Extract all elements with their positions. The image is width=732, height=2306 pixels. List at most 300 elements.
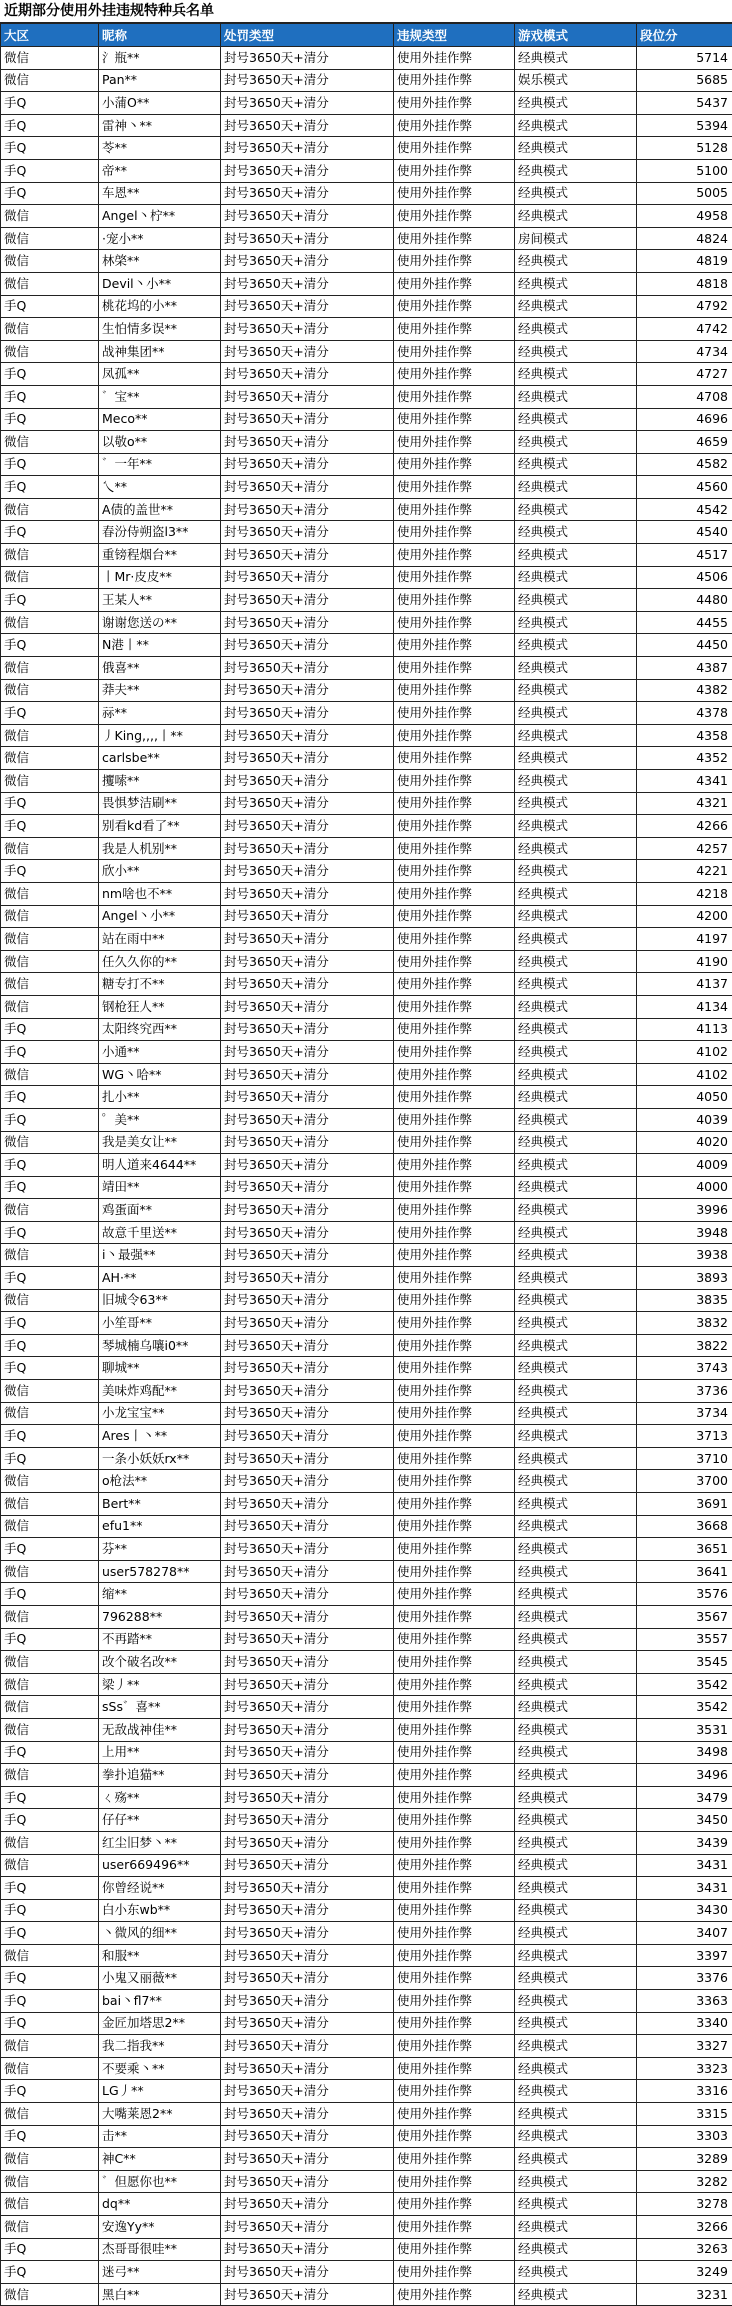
cell-mode: 经典模式 [515,1899,637,1922]
cell-penalty: 封号3650天+清分 [221,2148,394,2171]
cell-violation: 使用外挂作弊 [394,950,515,973]
cell-score: 3263 [637,2238,732,2261]
cell-region: 微信 [1,566,99,589]
table-row [1,1877,732,1900]
table-row [1,205,732,228]
cell-score: 4218 [637,882,732,905]
cell-penalty: 封号3650天+清分 [221,1493,394,1516]
cell-region: 手Q [1,1176,99,1199]
cell-nickname: 我二指我** [99,2035,221,2058]
cell-penalty: 封号3650天+清分 [221,92,394,115]
cell-nickname: 我是人机别** [99,837,221,860]
cell-nickname: 黑白** [99,2283,221,2306]
table-row [1,724,732,747]
table-row [1,1086,732,1109]
cell-mode: 经典模式 [515,1651,637,1674]
cell-nickname: 钢枪狂人** [99,995,221,1018]
cell-region: 手Q [1,2012,99,2035]
cell-region: 微信 [1,928,99,951]
cell-penalty: 封号3650天+清分 [221,1447,394,1470]
cell-nickname: 一条小妖妖rx** [99,1447,221,1470]
cell-penalty: 封号3650天+清分 [221,2057,394,2080]
cell-violation: 使用外挂作弊 [394,1063,515,1086]
cell-mode: 经典模式 [515,1831,637,1854]
cell-penalty: 封号3650天+清分 [221,1221,394,1244]
cell-score: 3363 [637,1990,732,2013]
cell-mode: 经典模式 [515,634,637,657]
cell-mode: 经典模式 [515,1244,637,1267]
cell-penalty: 封号3650天+清分 [221,882,394,905]
cell-mode: 经典模式 [515,1154,637,1177]
cell-region: 微信 [1,1718,99,1741]
cell-nickname: 缩** [99,1583,221,1606]
header-mode: 游戏模式 [515,24,637,47]
cell-region: 手Q [1,1741,99,1764]
cell-violation: 使用外挂作弊 [394,1470,515,1493]
cell-mode: 经典模式 [515,1809,637,1832]
table-row [1,1764,732,1787]
cell-violation: 使用外挂作弊 [394,1877,515,1900]
cell-mode: 经典模式 [515,792,637,815]
cell-penalty: 封号3650天+清分 [221,1402,394,1425]
cell-penalty: 封号3650天+清分 [221,1560,394,1583]
cell-score: 3479 [637,1786,732,1809]
cell-violation: 使用外挂作弊 [394,205,515,228]
cell-nickname: carlsbe** [99,747,221,770]
table-row [1,1922,732,1945]
table-row [1,1289,732,1312]
cell-nickname: 大嘴莱恩2** [99,2103,221,2126]
cell-penalty: 封号3650天+清分 [221,634,394,657]
cell-region: 手Q [1,182,99,205]
table-row [1,476,732,499]
cell-mode: 经典模式 [515,1854,637,1877]
cell-penalty: 封号3650天+清分 [221,928,394,951]
cell-violation: 使用外挂作弊 [394,1831,515,1854]
cell-mode: 经典模式 [515,1605,637,1628]
cell-nickname: 琴城楠乌嚷i0** [99,1334,221,1357]
cell-violation: 使用外挂作弊 [394,634,515,657]
cell-nickname: ゜美** [99,1108,221,1131]
cell-mode: 经典模式 [515,1267,637,1290]
cell-region: 微信 [1,1289,99,1312]
cell-region: 手Q [1,92,99,115]
cell-violation: 使用外挂作弊 [394,227,515,250]
cell-mode: 经典模式 [515,1560,637,1583]
cell-nickname: 我是美女让** [99,1131,221,1154]
cell-penalty: 封号3650天+清分 [221,1131,394,1154]
table-row [1,1380,732,1403]
cell-penalty: 封号3650天+清分 [221,47,394,70]
table-row [1,250,732,273]
cell-violation: 使用外挂作弊 [394,1041,515,1064]
cell-penalty: 封号3650天+清分 [221,272,394,295]
cell-region: 手Q [1,295,99,318]
cell-nickname: 祘** [99,702,221,725]
cell-score: 3567 [637,1605,732,1628]
cell-violation: 使用外挂作弊 [394,453,515,476]
cell-penalty: 封号3650天+清分 [221,1967,394,1990]
cell-mode: 经典模式 [515,2148,637,2171]
cell-mode: 经典模式 [515,589,637,612]
cell-region: 手Q [1,860,99,883]
table-row [1,1605,732,1628]
table-row [1,1199,732,1222]
cell-violation: 使用外挂作弊 [394,2012,515,2035]
cell-nickname: 站在雨中** [99,928,221,951]
cell-region: 手Q [1,1221,99,1244]
cell-mode: 经典模式 [515,363,637,386]
cell-penalty: 封号3650天+清分 [221,2170,394,2193]
cell-region: 微信 [1,1199,99,1222]
cell-mode: 经典模式 [515,1131,637,1154]
cell-region: 微信 [1,1831,99,1854]
cell-violation: 使用外挂作弊 [394,1696,515,1719]
cell-penalty: 封号3650天+清分 [221,2012,394,2035]
table-row [1,340,732,363]
cell-nickname: Bert** [99,1493,221,1516]
cell-violation: 使用外挂作弊 [394,137,515,160]
cell-penalty: 封号3650天+清分 [221,1086,394,1109]
table-row [1,1357,732,1380]
cell-mode: 经典模式 [515,1357,637,1380]
cell-region: 微信 [1,1244,99,1267]
cell-nickname: AH·** [99,1267,221,1290]
cell-penalty: 封号3650天+清分 [221,521,394,544]
cell-score: 4378 [637,702,732,725]
cell-score: 3651 [637,1538,732,1561]
cell-nickname: 和服** [99,1944,221,1967]
cell-penalty: 封号3650天+清分 [221,1922,394,1945]
cell-score: 4659 [637,431,732,454]
table-row [1,1651,732,1674]
table-row [1,1538,732,1561]
cell-penalty: 封号3650天+清分 [221,498,394,521]
table-row [1,860,732,883]
cell-penalty: 封号3650天+清分 [221,1718,394,1741]
cell-violation: 使用外挂作弊 [394,182,515,205]
cell-violation: 使用外挂作弊 [394,408,515,431]
cell-nickname: 白小东wb** [99,1899,221,1922]
cell-score: 4321 [637,792,732,815]
cell-mode: 经典模式 [515,453,637,476]
cell-nickname: sSs゛喜** [99,1696,221,1719]
table-row [1,1718,732,1741]
cell-region: 手Q [1,815,99,838]
cell-penalty: 封号3650天+清分 [221,1854,394,1877]
cell-nickname: Angel丶柠** [99,205,221,228]
table-row [1,882,732,905]
cell-region: 微信 [1,544,99,567]
cell-violation: 使用外挂作弊 [394,2170,515,2193]
cell-nickname: 拳扑追猫** [99,1764,221,1787]
cell-score: 3531 [637,1718,732,1741]
cell-mode: 经典模式 [515,1041,637,1064]
cell-violation: 使用外挂作弊 [394,1176,515,1199]
cell-nickname: 别看kd看了** [99,815,221,838]
cell-violation: 使用外挂作弊 [394,1334,515,1357]
table-row [1,1831,732,1854]
cell-penalty: 封号3650天+清分 [221,1515,394,1538]
cell-penalty: 封号3650天+清分 [221,69,394,92]
cell-mode: 经典模式 [515,2035,637,2058]
cell-score: 4221 [637,860,732,883]
cell-penalty: 封号3650天+清分 [221,1651,394,1674]
cell-region: 微信 [1,1380,99,1403]
cell-region: 微信 [1,1131,99,1154]
table-row [1,2103,732,2126]
cell-region: 微信 [1,2057,99,2080]
cell-region: 手Q [1,1086,99,1109]
cell-penalty: 封号3650天+清分 [221,589,394,612]
cell-score: 4341 [637,770,732,793]
cell-score: 3315 [637,2103,732,2126]
cell-region: 手Q [1,137,99,160]
cell-score: 4190 [637,950,732,973]
cell-mode: 经典模式 [515,815,637,838]
cell-nickname: 聊城** [99,1357,221,1380]
cell-violation: 使用外挂作弊 [394,679,515,702]
cell-penalty: 封号3650天+清分 [221,1673,394,1696]
cell-region: 微信 [1,747,99,770]
cell-mode: 经典模式 [515,1086,637,1109]
cell-nickname: LG丿** [99,2080,221,2103]
cell-violation: 使用外挂作弊 [394,1673,515,1696]
cell-nickname: nm啥也不** [99,882,221,905]
table-row [1,928,732,951]
cell-region: 手Q [1,159,99,182]
cell-mode: 经典模式 [515,1312,637,1335]
cell-nickname: N港丨** [99,634,221,657]
cell-region: 微信 [1,1651,99,1674]
cell-nickname: 796288** [99,1605,221,1628]
table-row [1,295,732,318]
cell-violation: 使用外挂作弊 [394,1357,515,1380]
cell-violation: 使用外挂作弊 [394,905,515,928]
cell-score: 4137 [637,973,732,996]
cell-penalty: 封号3650天+清分 [221,1289,394,1312]
table-row [1,363,732,386]
cell-violation: 使用外挂作弊 [394,2148,515,2171]
cell-region: 手Q [1,114,99,137]
cell-mode: 娱乐模式 [515,69,637,92]
cell-score: 3710 [637,1447,732,1470]
cell-penalty: 封号3650天+清分 [221,1063,394,1086]
cell-penalty: 封号3650天+清分 [221,2103,394,2126]
cell-violation: 使用外挂作弊 [394,1538,515,1561]
cell-score: 4352 [637,747,732,770]
cell-mode: 经典模式 [515,657,637,680]
cell-region: 微信 [1,2148,99,2171]
cell-region: 微信 [1,679,99,702]
cell-score: 4387 [637,657,732,680]
cell-mode: 经典模式 [515,318,637,341]
cell-violation: 使用外挂作弊 [394,1131,515,1154]
cell-nickname: 靖田** [99,1176,221,1199]
cell-mode: 经典模式 [515,905,637,928]
cell-region: 手Q [1,385,99,408]
cell-violation: 使用外挂作弊 [394,544,515,567]
cell-region: 手Q [1,1538,99,1561]
cell-violation: 使用外挂作弊 [394,69,515,92]
cell-penalty: 封号3650天+清分 [221,1425,394,1448]
cell-mode: 经典模式 [515,566,637,589]
cell-penalty: 封号3650天+清分 [221,1018,394,1041]
cell-violation: 使用外挂作弊 [394,2261,515,2284]
cell-region: 手Q [1,1809,99,1832]
cell-nickname: 任久久你的** [99,950,221,973]
cell-penalty: 封号3650天+清分 [221,2261,394,2284]
cell-mode: 经典模式 [515,250,637,273]
cell-score: 3498 [637,1741,732,1764]
cell-region: 微信 [1,1605,99,1628]
cell-region: 微信 [1,1854,99,1877]
cell-violation: 使用外挂作弊 [394,295,515,318]
cell-score: 5128 [637,137,732,160]
table-row [1,1854,732,1877]
cell-mode: 经典模式 [515,679,637,702]
cell-nickname: Pan** [99,69,221,92]
table-row [1,1493,732,1516]
cell-penalty: 封号3650天+清分 [221,453,394,476]
table-row [1,589,732,612]
cell-score: 3641 [637,1560,732,1583]
cell-penalty: 封号3650天+清分 [221,2238,394,2261]
cell-nickname: dq** [99,2193,221,2216]
cell-violation: 使用外挂作弊 [394,724,515,747]
cell-mode: 经典模式 [515,2103,637,2126]
cell-mode: 经典模式 [515,2125,637,2148]
cell-score: 4039 [637,1108,732,1131]
table-row [1,318,732,341]
table-row [1,453,732,476]
cell-nickname: 雷神丶** [99,114,221,137]
cell-mode: 经典模式 [515,205,637,228]
cell-penalty: 封号3650天+清分 [221,1809,394,1832]
cell-region: 手Q [1,1108,99,1131]
cell-score: 4818 [637,272,732,295]
cell-penalty: 封号3650天+清分 [221,2125,394,2148]
cell-penalty: 封号3650天+清分 [221,137,394,160]
cell-penalty: 封号3650天+清分 [221,1764,394,1787]
cell-violation: 使用外挂作弊 [394,928,515,951]
cell-violation: 使用外挂作弊 [394,114,515,137]
table-row [1,1244,732,1267]
cell-score: 3734 [637,1402,732,1425]
cell-penalty: 封号3650天+清分 [221,1583,394,1606]
table-row [1,1267,732,1290]
table-row [1,1741,732,1764]
table-row [1,1560,732,1583]
cell-nickname: 车恩** [99,182,221,205]
cell-mode: 经典模式 [515,1696,637,1719]
cell-violation: 使用外挂作弊 [394,1944,515,1967]
cell-violation: 使用外挂作弊 [394,1854,515,1877]
cell-violation: 使用外挂作弊 [394,318,515,341]
cell-score: 3278 [637,2193,732,2216]
cell-mode: 经典模式 [515,1944,637,1967]
table-row [1,2261,732,2284]
cell-score: 4734 [637,340,732,363]
cell-score: 3282 [637,2170,732,2193]
cell-violation: 使用外挂作弊 [394,159,515,182]
cell-region: 手Q [1,1990,99,2013]
cell-nickname: 林棨** [99,250,221,273]
table-row [1,182,732,205]
cell-score: 3996 [637,1199,732,1222]
cell-score: 4197 [637,928,732,951]
cell-nickname: 乀** [99,476,221,499]
cell-nickname: 俄喜** [99,657,221,680]
cell-nickname: 扎小** [99,1086,221,1109]
cell-region: 手Q [1,634,99,657]
cell-violation: 使用外挂作弊 [394,1018,515,1041]
cell-violation: 使用外挂作弊 [394,47,515,70]
table-row [1,1628,732,1651]
cell-score: 4542 [637,498,732,521]
table-row [1,1899,732,1922]
cell-mode: 经典模式 [515,1673,637,1696]
cell-score: 3496 [637,1764,732,1787]
cell-penalty: 封号3650天+清分 [221,1244,394,1267]
sheet-title: 近期部分使用外挂违规特种兵名单 [0,0,732,23]
cell-nickname: Devil丶小** [99,272,221,295]
cell-mode: 经典模式 [515,340,637,363]
cell-nickname: 梁丿** [99,1673,221,1696]
cell-mode: 经典模式 [515,1470,637,1493]
cell-mode: 经典模式 [515,611,637,634]
cell-region: 微信 [1,770,99,793]
cell-penalty: 封号3650天+清分 [221,1990,394,2013]
cell-score: 3397 [637,1944,732,1967]
cell-region: 手Q [1,521,99,544]
table-row [1,1131,732,1154]
cell-region: 手Q [1,363,99,386]
cell-violation: 使用外挂作弊 [394,2238,515,2261]
cell-mode: 经典模式 [515,431,637,454]
cell-score: 3542 [637,1696,732,1719]
cell-nickname: 故意千里送** [99,1221,221,1244]
cell-region: 手Q [1,1154,99,1177]
header-penalty: 处罚类型 [221,24,394,47]
cell-mode: 经典模式 [515,747,637,770]
cell-score: 4540 [637,521,732,544]
cell-violation: 使用外挂作弊 [394,1108,515,1131]
cell-region: 微信 [1,205,99,228]
table-row [1,702,732,725]
cell-nickname: 糖专打不** [99,973,221,996]
cell-region: 手Q [1,1786,99,1809]
cell-region: 微信 [1,1493,99,1516]
cell-nickname: 丨Mr·皮皮** [99,566,221,589]
cell-violation: 使用外挂作弊 [394,385,515,408]
cell-mode: 经典模式 [515,2170,637,2193]
cell-penalty: 封号3650天+清分 [221,1899,394,1922]
cell-penalty: 封号3650天+清分 [221,1312,394,1335]
cell-region: 手Q [1,476,99,499]
cell-score: 5714 [637,47,732,70]
table-row [1,114,732,137]
cell-nickname: 畏惧梦洁刷** [99,792,221,815]
cell-score: 4382 [637,679,732,702]
cell-penalty: 封号3650天+清分 [221,724,394,747]
cell-violation: 使用外挂作弊 [394,589,515,612]
cell-penalty: 封号3650天+清分 [221,1380,394,1403]
cell-mode: 经典模式 [515,1425,637,1448]
cell-mode: 经典模式 [515,882,637,905]
cell-penalty: 封号3650天+清分 [221,702,394,725]
cell-violation: 使用外挂作弊 [394,1515,515,1538]
